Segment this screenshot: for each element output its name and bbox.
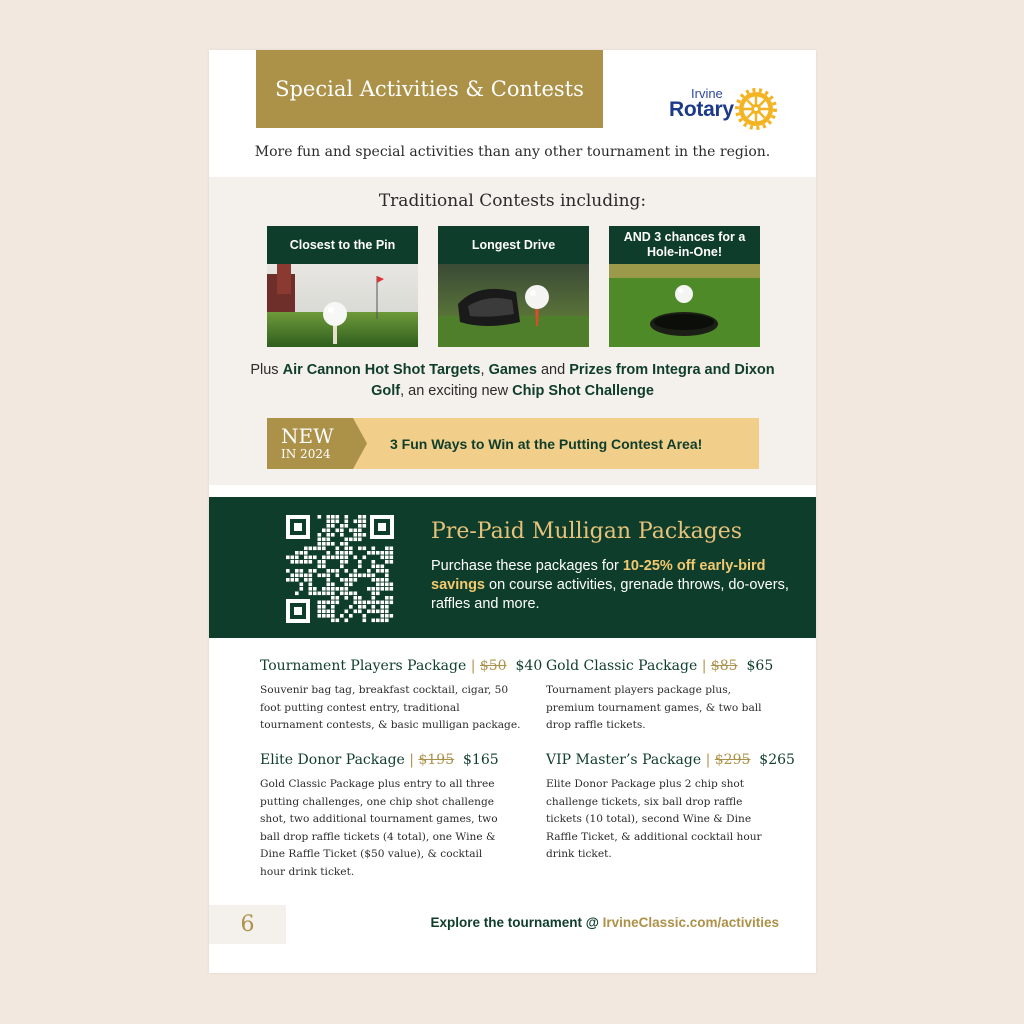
package-elite-donor <box>260 752 530 881</box>
brochure-page <box>209 50 816 973</box>
package-title: Gold Classic Package | $85 $65 <box>546 658 774 674</box>
package-title: Tournament Players Package | $50 $40 <box>260 658 543 674</box>
package-description: Souvenir bag tag, breakfast cocktail, cigar, 50 foot putting contest entry, traditional tournament contests, & basic mulligan package. <box>260 684 521 731</box>
ball-near-hole-image <box>609 264 760 347</box>
package-title: VIP Master’s Package | $295 $265 <box>546 752 795 768</box>
package-description: Tournament players package plus, premium tournament games, & two ball drop raffle tickets. <box>546 684 762 731</box>
contest-card-label: Longest Drive <box>438 226 589 264</box>
new-year-label: IN 2024 <box>281 447 331 461</box>
qr-code[interactable] <box>286 515 394 623</box>
contest-card-longest-drive <box>438 226 589 347</box>
footer-text: Explore the tournament @ IrvineClassic.com/activities <box>430 915 779 930</box>
new-label: NEW <box>281 424 334 448</box>
driver-ball-image <box>438 264 589 347</box>
rotary-wheel-icon <box>735 88 777 130</box>
package-description: Gold Classic Package plus entry to all three putting challenges, one chip shot challenge shot, two additional tournament games, two ball drop raffle tickets (4 total), one Wine & Dine Raffle Ticket ($50 value), & cocktail hour drink ticket. <box>260 778 498 878</box>
new-in-2024-banner <box>267 418 759 469</box>
mulligan-description: Purchase these packages for 10-25% off early-bird savings on course activities, grenade throws, do-overs, raffles and more. <box>431 558 789 612</box>
contest-card-label: Closest to the Pin <box>267 226 418 264</box>
package-tournament-players <box>260 658 543 735</box>
page-title: Special Activities & Contests <box>256 50 603 128</box>
logo-rotary-text: Rotary <box>669 98 734 121</box>
contest-card-closest-pin <box>267 226 418 347</box>
contests-heading: Traditional Contests including: <box>378 191 647 211</box>
contest-card-label: AND 3 chances for a Hole-in-One! <box>609 226 760 264</box>
logo-irvine-text: Irvine <box>691 86 723 101</box>
activities-link[interactable]: IrvineClassic.com/activities <box>602 915 779 930</box>
golf-ball-tee-image <box>267 264 418 347</box>
irvine-rotary-logo <box>669 86 779 130</box>
package-description: Elite Donor Package plus 2 chip shot challenge tickets, six ball drop raffle tickets (10 total), second Wine & Dine Raffle Ticket, & additional cocktail hour drink ticket. <box>546 778 762 860</box>
page-number: 6 <box>209 905 286 944</box>
package-title: Elite Donor Package | $195 $165 <box>260 752 499 768</box>
package-gold-classic <box>546 658 816 735</box>
mulligan-title: Pre-Paid Mulligan Packages <box>431 519 743 544</box>
contest-card-hole-in-one <box>609 226 760 347</box>
intro-text: More fun and special activities than any other tournament in the region. <box>254 144 771 160</box>
contest-extras-text: Plus Air Cannon Hot Shot Targets, Games and Prizes from Integra and Dixon Golf, an exciting new Chip Shot Challenge <box>250 362 775 399</box>
package-vip-master <box>546 752 816 864</box>
contests-section <box>209 177 816 485</box>
mulligan-section <box>209 497 816 638</box>
putting-contest-text: 3 Fun Ways to Win at the Putting Contest Area! <box>390 435 703 452</box>
